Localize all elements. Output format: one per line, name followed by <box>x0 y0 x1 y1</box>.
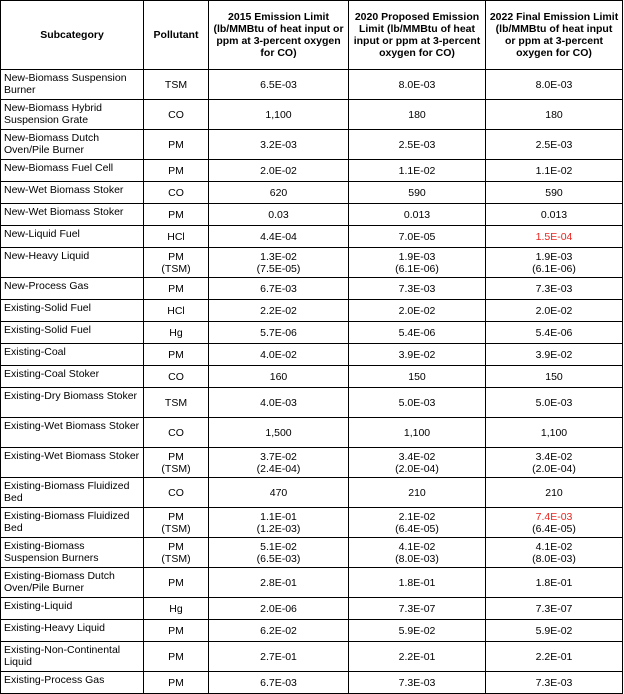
table-row <box>1 672 623 694</box>
cell-value: 3.4E-02 <box>398 450 436 463</box>
cell-value: (TSM) <box>161 462 191 475</box>
pollutant-cell <box>144 100 209 130</box>
limit-2020-cell <box>349 70 486 100</box>
limit-2015-cell <box>209 300 349 322</box>
cell-value: PM <box>168 624 184 637</box>
cell-value: (2.0E-04) <box>395 462 439 475</box>
cell-value: 590 <box>545 186 563 199</box>
cell-value: 2.2E-01 <box>398 650 436 663</box>
cell-value: PM <box>168 676 184 689</box>
limit-2015-cell <box>209 672 349 694</box>
table-row <box>1 418 623 448</box>
cell-value: 6.2E-02 <box>260 624 297 637</box>
cell-value: 5.0E-03 <box>535 396 573 409</box>
limit-2022-cell <box>486 366 623 388</box>
table-row <box>1 300 623 322</box>
limit-2020-cell <box>349 278 486 300</box>
cell-value: 210 <box>545 486 563 499</box>
cell-value: 7.3E-07 <box>398 602 436 615</box>
column-header-pollutant: Pollutant <box>144 1 209 70</box>
limit-2022-cell <box>486 248 623 278</box>
limit-2022-cell <box>486 182 623 204</box>
cell-value: 1,500 <box>265 426 292 439</box>
pollutant-cell <box>144 478 209 508</box>
pollutant-cell <box>144 278 209 300</box>
cell-value: PM <box>168 576 184 589</box>
cell-value: 5.7E-06 <box>260 326 297 339</box>
column-header-2020-limit: 2020 Proposed Emission Limit (lb/MMBtu of heat input or ppm at 3-percent oxygen for CO) <box>349 1 486 70</box>
pollutant-cell <box>144 418 209 448</box>
limit-2015-cell <box>209 182 349 204</box>
table-row <box>1 448 623 478</box>
cell-value: 1.1E-02 <box>535 164 573 177</box>
table-row <box>1 344 623 366</box>
subcategory-cell: New-Liquid Fuel <box>1 226 144 248</box>
limit-2015-cell <box>209 160 349 182</box>
table-row <box>1 100 623 130</box>
limit-2020-cell <box>349 204 486 226</box>
cell-value: 0.013 <box>540 208 568 221</box>
subcategory-cell: Existing-Biomass Suspension Burners <box>1 538 144 568</box>
limit-2022-cell <box>486 226 623 248</box>
cell-value: Hg <box>169 602 183 615</box>
cell-value: 1.9E-03 <box>398 250 436 263</box>
cell-value: 2.5E-03 <box>535 138 573 151</box>
limit-2015-cell <box>209 130 349 160</box>
limit-2020-cell <box>349 344 486 366</box>
cell-value: PM <box>168 208 184 221</box>
cell-value: 4.0E-02 <box>260 348 297 361</box>
subcategory-cell: Existing-Non-Continental Liquid <box>1 642 144 672</box>
cell-value: PM <box>168 138 184 151</box>
pollutant-cell <box>144 538 209 568</box>
table-row <box>1 160 623 182</box>
table-row <box>1 598 623 620</box>
cell-value: (TSM) <box>161 262 191 275</box>
cell-value: 2.2E-02 <box>260 304 297 317</box>
cell-value: 1,100 <box>540 426 568 439</box>
cell-value: (6.4E-05) <box>395 522 439 535</box>
cell-value: 2.0E-02 <box>535 304 573 317</box>
pollutant-cell <box>144 642 209 672</box>
header-row <box>1 1 623 70</box>
limit-2015-cell <box>209 478 349 508</box>
pollutant-cell <box>144 182 209 204</box>
limit-2020-cell <box>349 322 486 344</box>
cell-value: CO <box>168 186 184 199</box>
cell-value: (6.4E-05) <box>532 522 576 535</box>
limit-2015-cell <box>209 366 349 388</box>
cell-value: Hg <box>169 326 183 339</box>
pollutant-cell <box>144 620 209 642</box>
cell-value: 470 <box>269 486 288 499</box>
pollutant-cell <box>144 508 209 538</box>
cell-value: 8.0E-03 <box>535 78 573 91</box>
subcategory-cell: Existing-Heavy Liquid <box>1 620 144 642</box>
cell-value: 5.4E-06 <box>535 326 573 339</box>
cell-value: 4.1E-02 <box>535 540 573 553</box>
cell-value: 2.0E-02 <box>398 304 436 317</box>
limit-2022-cell <box>486 508 623 538</box>
limit-2020-cell <box>349 508 486 538</box>
cell-value: 1.8E-01 <box>398 576 436 589</box>
cell-value: 7.3E-07 <box>535 602 573 615</box>
subcategory-cell: Existing-Coal Stoker <box>1 366 144 388</box>
cell-value: TSM <box>164 396 188 409</box>
cell-value: 7.0E-05 <box>398 230 436 243</box>
limit-2020-cell <box>349 182 486 204</box>
cell-value: 1.1E-02 <box>398 164 436 177</box>
subcategory-cell: Existing-Biomass Fluidized Bed <box>1 478 144 508</box>
cell-value: CO <box>168 486 184 499</box>
cell-value: 160 <box>269 370 288 383</box>
cell-value: 8.0E-03 <box>398 78 436 91</box>
cell-value: (7.5E-05) <box>256 262 301 275</box>
limit-2022-cell <box>486 642 623 672</box>
limit-2020-cell <box>349 248 486 278</box>
limit-2020-cell <box>349 100 486 130</box>
table-row <box>1 388 623 418</box>
cell-value: 5.9E-02 <box>398 624 436 637</box>
subcategory-cell: Existing-Biomass Fluidized Bed <box>1 508 144 538</box>
pollutant-cell <box>144 248 209 278</box>
cell-value: 6.7E-03 <box>260 676 297 689</box>
limit-2022-cell <box>486 538 623 568</box>
subcategory-cell: New-Biomass Hybrid Suspension Grate <box>1 100 144 130</box>
limit-2020-cell <box>349 300 486 322</box>
cell-value: 2.1E-02 <box>398 510 436 523</box>
cell-value: (8.0E-03) <box>532 552 576 565</box>
cell-value: 1.8E-01 <box>535 576 573 589</box>
cell-value: (1.2E-03) <box>256 522 301 535</box>
table-row <box>1 70 623 100</box>
cell-value: PM <box>168 348 184 361</box>
cell-value: 0.013 <box>403 208 431 221</box>
cell-value: 1.9E-03 <box>535 250 573 263</box>
cell-value: (8.0E-03) <box>395 552 439 565</box>
table-row <box>1 226 623 248</box>
cell-value: 5.9E-02 <box>535 624 573 637</box>
limit-2022-cell <box>486 322 623 344</box>
limit-2020-cell <box>349 642 486 672</box>
cell-value: CO <box>168 108 184 121</box>
cell-value: 3.7E-02 <box>260 450 297 463</box>
table-row <box>1 642 623 672</box>
cell-value: 4.4E-04 <box>260 230 297 243</box>
cell-value: 3.9E-02 <box>398 348 436 361</box>
limit-2022-cell <box>486 672 623 694</box>
pollutant-cell <box>144 300 209 322</box>
column-header-2015-limit: 2015 Emission Limit (lb/MMBtu of heat input or ppm at 3-percent oxygen for CO) <box>209 1 349 70</box>
limit-2022-cell <box>486 478 623 508</box>
cell-value: 7.4E-03 <box>535 510 573 523</box>
cell-value: 7.3E-03 <box>398 282 436 295</box>
cell-value: (2.0E-04) <box>532 462 576 475</box>
table-row <box>1 478 623 508</box>
subcategory-cell: Existing-Dry Biomass Stoker <box>1 388 144 418</box>
subcategory-cell: Existing-Liquid <box>1 598 144 620</box>
cell-value: 1,100 <box>403 426 431 439</box>
subcategory-cell: New-Biomass Dutch Oven/Pile Burner <box>1 130 144 160</box>
cell-value: 2.0E-06 <box>260 602 297 615</box>
table-row <box>1 538 623 568</box>
limit-2015-cell <box>209 100 349 130</box>
cell-value: 2.7E-01 <box>260 650 297 663</box>
cell-value: 4.0E-03 <box>260 396 297 409</box>
cell-value: 7.3E-03 <box>535 676 573 689</box>
pollutant-cell <box>144 130 209 160</box>
limit-2020-cell <box>349 672 486 694</box>
pollutant-cell <box>144 160 209 182</box>
limit-2015-cell <box>209 322 349 344</box>
cell-value: (TSM) <box>161 552 191 565</box>
table-body <box>1 70 623 694</box>
cell-value: PM <box>168 250 184 263</box>
subcategory-cell: New-Biomass Suspension Burner <box>1 70 144 100</box>
subcategory-cell: New-Biomass Fuel Cell <box>1 160 144 182</box>
limit-2015-cell <box>209 538 349 568</box>
pollutant-cell <box>144 388 209 418</box>
cell-value: 3.4E-02 <box>535 450 573 463</box>
table-row <box>1 204 623 226</box>
limit-2020-cell <box>349 130 486 160</box>
subcategory-cell: Existing-Solid Fuel <box>1 322 144 344</box>
table-row <box>1 248 623 278</box>
cell-value: 5.0E-03 <box>398 396 436 409</box>
cell-value: HCl <box>167 304 185 317</box>
limit-2015-cell <box>209 204 349 226</box>
cell-value: (6.1E-06) <box>395 262 439 275</box>
limit-2022-cell <box>486 448 623 478</box>
limit-2022-cell <box>486 160 623 182</box>
cell-value: PM <box>168 282 184 295</box>
cell-value: PM <box>168 650 184 663</box>
limit-2022-cell <box>486 278 623 300</box>
limit-2022-cell <box>486 620 623 642</box>
cell-value: 150 <box>545 370 563 383</box>
pollutant-cell <box>144 672 209 694</box>
subcategory-cell: Existing-Coal <box>1 344 144 366</box>
table-row <box>1 568 623 598</box>
cell-value: 0.03 <box>268 208 289 221</box>
cell-value: 210 <box>408 486 426 499</box>
cell-value: 180 <box>408 108 426 121</box>
cell-value: 150 <box>408 370 426 383</box>
cell-value: PM <box>168 510 184 523</box>
cell-value: 180 <box>545 108 563 121</box>
cell-value: 2.2E-01 <box>535 650 573 663</box>
limit-2022-cell <box>486 300 623 322</box>
pollutant-cell <box>144 344 209 366</box>
cell-value: (TSM) <box>161 522 191 535</box>
limit-2022-cell <box>486 388 623 418</box>
cell-value: 1.3E-02 <box>260 250 297 263</box>
subcategory-cell: Existing-Wet Biomass Stoker <box>1 448 144 478</box>
limit-2015-cell <box>209 598 349 620</box>
table-row <box>1 322 623 344</box>
cell-value: (6.1E-06) <box>532 262 576 275</box>
cell-value: TSM <box>164 78 188 91</box>
cell-value: 7.3E-03 <box>535 282 573 295</box>
cell-value: 5.4E-06 <box>398 326 436 339</box>
limit-2015-cell <box>209 226 349 248</box>
limit-2020-cell <box>349 478 486 508</box>
cell-value: PM <box>168 540 184 553</box>
subcategory-cell: New-Process Gas <box>1 278 144 300</box>
limit-2020-cell <box>349 538 486 568</box>
table-row <box>1 366 623 388</box>
subcategory-cell: Existing-Solid Fuel <box>1 300 144 322</box>
limit-2020-cell <box>349 620 486 642</box>
limit-2020-cell <box>349 598 486 620</box>
cell-value: 2.8E-01 <box>260 576 297 589</box>
cell-value: 2.0E-02 <box>260 164 297 177</box>
limit-2015-cell <box>209 344 349 366</box>
pollutant-cell <box>144 204 209 226</box>
limit-2022-cell <box>486 130 623 160</box>
pollutant-cell <box>144 568 209 598</box>
pollutant-cell <box>144 70 209 100</box>
limit-2020-cell <box>349 226 486 248</box>
cell-value: 2.5E-03 <box>398 138 436 151</box>
cell-value: 3.2E-03 <box>260 138 297 151</box>
limit-2022-cell <box>486 344 623 366</box>
cell-value: HCl <box>167 230 185 243</box>
table-row <box>1 508 623 538</box>
limit-2022-cell <box>486 70 623 100</box>
subcategory-cell: Existing-Biomass Dutch Oven/Pile Burner <box>1 568 144 598</box>
limit-2022-cell <box>486 568 623 598</box>
limit-2015-cell <box>209 508 349 538</box>
cell-value: 5.1E-02 <box>260 540 297 553</box>
cell-value: 7.3E-03 <box>398 676 436 689</box>
table-row <box>1 182 623 204</box>
pollutant-cell <box>144 448 209 478</box>
cell-value: PM <box>168 450 184 463</box>
cell-value: 590 <box>408 186 426 199</box>
column-header-2022-limit: 2022 Final Emission Limit (lb/MMBtu of heat input or ppm at 3-percent oxygen for CO) <box>486 1 623 70</box>
cell-value: 1,100 <box>265 108 292 121</box>
limit-2022-cell <box>486 598 623 620</box>
subcategory-cell: Existing-Wet Biomass Stoker <box>1 418 144 448</box>
limit-2022-cell <box>486 418 623 448</box>
pollutant-cell <box>144 598 209 620</box>
subcategory-cell: New-Wet Biomass Stoker <box>1 204 144 226</box>
column-header-subcategory: Subcategory <box>1 1 144 70</box>
cell-value: (2.4E-04) <box>256 462 301 475</box>
limit-2015-cell <box>209 448 349 478</box>
pollutant-cell <box>144 322 209 344</box>
limit-2015-cell <box>209 642 349 672</box>
limit-2020-cell <box>349 366 486 388</box>
limit-2022-cell <box>486 204 623 226</box>
cell-value: 620 <box>269 186 288 199</box>
cell-value: PM <box>168 164 184 177</box>
cell-value: (6.5E-03) <box>256 552 301 565</box>
limit-2022-cell <box>486 100 623 130</box>
limit-2015-cell <box>209 70 349 100</box>
table-row <box>1 278 623 300</box>
cell-value: CO <box>168 370 184 383</box>
limit-2015-cell <box>209 418 349 448</box>
table-row <box>1 130 623 160</box>
table-row <box>1 620 623 642</box>
pollutant-cell <box>144 226 209 248</box>
cell-value: 6.5E-03 <box>260 78 297 91</box>
cell-value: CO <box>168 426 184 439</box>
limit-2020-cell <box>349 568 486 598</box>
limit-2020-cell <box>349 388 486 418</box>
cell-value: 3.9E-02 <box>535 348 573 361</box>
limit-2015-cell <box>209 248 349 278</box>
limit-2015-cell <box>209 620 349 642</box>
subcategory-cell: New-Wet Biomass Stoker <box>1 182 144 204</box>
cell-value: 4.1E-02 <box>398 540 436 553</box>
limit-2015-cell <box>209 388 349 418</box>
subcategory-cell: New-Heavy Liquid <box>1 248 144 278</box>
limit-2015-cell <box>209 568 349 598</box>
cell-value: 1.5E-04 <box>535 230 573 243</box>
limit-2020-cell <box>349 418 486 448</box>
pollutant-cell <box>144 366 209 388</box>
limit-2020-cell <box>349 160 486 182</box>
limit-2020-cell <box>349 448 486 478</box>
subcategory-cell: Existing-Process Gas <box>1 672 144 694</box>
cell-value: 6.7E-03 <box>260 282 297 295</box>
cell-value: 1.1E-01 <box>260 510 297 523</box>
limit-2015-cell <box>209 278 349 300</box>
